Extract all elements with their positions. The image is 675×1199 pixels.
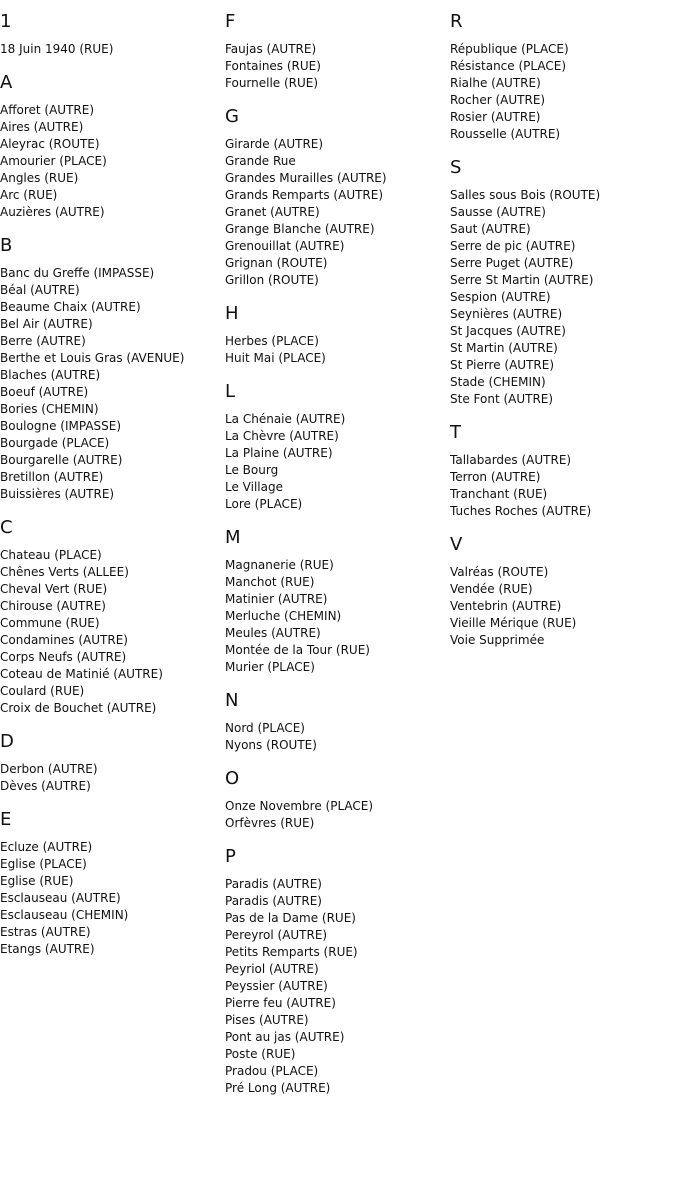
street-list-item[interactable]: Paradis (AUTRE) [225,894,322,908]
street-list-item[interactable]: Nyons (ROUTE) [225,738,317,752]
street-list-item[interactable]: Huit Mai (PLACE) [225,351,326,365]
street-list-item[interactable]: Stade (CHEMIN) [450,375,546,389]
street-list-item[interactable]: Condamines (AUTRE) [0,633,128,647]
street-list-item[interactable]: Eglise (RUE) [0,874,74,888]
street-list-item[interactable]: Manchot (RUE) [225,575,315,589]
street-list-item[interactable]: Cheval Vert (RUE) [0,582,108,596]
letter-group [450,0,675,146]
street-list-item[interactable]: Grands Remparts (AUTRE) [225,188,384,202]
street-list-item[interactable]: Grillon (ROUTE) [225,273,319,287]
letter-heading: S [450,157,462,178]
street-list-item[interactable]: Auzières (AUTRE) [0,205,105,219]
street-list-item[interactable]: Béal (AUTRE) [0,283,80,297]
street-index-column-3 [450,0,675,652]
letter-group [225,292,450,370]
street-list-item[interactable]: La Chèvre (AUTRE) [225,429,339,443]
street-list [0,33,225,61]
street-list-item[interactable]: Terron (AUTRE) [450,470,541,484]
letter-heading: T [450,422,461,443]
street-list [225,712,450,757]
street-list-item[interactable]: Commune (RUE) [0,616,100,630]
letter-heading: D [0,731,14,752]
street-list-item[interactable]: Merluche (CHEMIN) [225,609,342,623]
letter-heading: G [225,106,239,127]
street-list-item[interactable]: Chateau (PLACE) [0,548,102,562]
street-list-item[interactable]: Grange Blanche (AUTRE) [225,222,375,236]
street-list-item[interactable]: Fontaines (RUE) [225,59,321,73]
street-list-item[interactable]: Rousselle (AUTRE) [450,127,561,141]
street-list-item[interactable]: Rocher (AUTRE) [450,93,546,107]
street-index-column-1 [0,0,225,961]
street-list-item[interactable]: Tallabardes (AUTRE) [450,453,572,467]
street-list [225,128,450,292]
street-list-item[interactable]: Vendée (RUE) [450,582,533,596]
street-list-item[interactable]: Beaume Chaix (AUTRE) [0,300,141,314]
street-index-column-2 [225,0,450,1100]
letter-group [450,523,675,652]
street-list [225,403,450,516]
street-list-item[interactable]: Matinier (AUTRE) [225,592,328,606]
street-list [450,556,675,652]
street-list-item[interactable]: Aleyrac (ROUTE) [0,137,100,151]
letter-group [225,835,450,1100]
street-list-item[interactable]: Bretillon (AUTRE) [0,470,104,484]
street-list-item[interactable]: Boulogne (IMPASSE) [0,419,122,433]
street-list-item[interactable]: Serre St Martin (AUTRE) [450,273,594,287]
street-list-item[interactable]: Buissières (AUTRE) [0,487,115,501]
letter-group [0,798,225,961]
street-list-item[interactable]: Valréas (ROUTE) [450,565,549,579]
street-list-item[interactable]: Aires (AUTRE) [0,120,84,134]
street-list-item[interactable]: Sespion (AUTRE) [450,290,551,304]
street-list-item[interactable]: Sausse (AUTRE) [450,205,546,219]
street-list-item[interactable]: Coteau de Matinié (AUTRE) [0,667,163,681]
letter-group [225,370,450,516]
street-list [0,94,225,224]
street-list-item[interactable]: Croix de Bouchet (AUTRE) [0,701,157,715]
street-list-item[interactable]: Paradis (AUTRE) [225,877,322,891]
letter-heading: M [225,527,241,548]
letter-heading: H [225,303,239,324]
street-list-item[interactable]: Corps Neufs (AUTRE) [0,650,127,664]
street-list-item[interactable]: La Plaine (AUTRE) [225,446,333,460]
street-list-item[interactable]: République (PLACE) [450,42,569,56]
letter-heading: N [225,690,239,711]
street-list-item[interactable]: Pierre feu (AUTRE) [225,996,336,1010]
street-list-item[interactable]: Grandes Murailles (AUTRE) [225,171,387,185]
street-list-item[interactable]: Esclauseau (CHEMIN) [0,908,129,922]
street-list [0,257,225,506]
street-list-item[interactable]: Petits Remparts (RUE) [225,945,358,959]
street-list-item[interactable]: Etangs (AUTRE) [0,942,95,956]
street-list-item[interactable]: Rosier (AUTRE) [450,110,541,124]
street-list-item[interactable]: Bel Air (AUTRE) [0,317,93,331]
street-list-item[interactable]: Chênes Verts (ALLEE) [0,565,129,579]
street-list-item[interactable]: Pradou (PLACE) [225,1064,319,1078]
street-list-item[interactable]: Lore (PLACE) [225,497,303,511]
street-list [450,444,675,523]
street-list-item[interactable]: Peyriol (AUTRE) [225,962,319,976]
letter-group [450,146,675,411]
street-list [225,325,450,370]
letter-heading: P [225,846,236,867]
letter-group [225,516,450,679]
street-list [0,831,225,961]
street-list-item[interactable]: Rialhe (AUTRE) [450,76,541,90]
street-list-item[interactable]: Le Village [225,480,283,494]
street-list-item[interactable]: Berthe et Louis Gras (AVENUE) [0,351,185,365]
letter-group [450,411,675,523]
street-list-item[interactable]: Girarde (AUTRE) [225,137,324,151]
street-list-item[interactable]: Orfèvres (RUE) [225,816,315,830]
letter-group [0,506,225,720]
street-list-item[interactable]: Serre Puget (AUTRE) [450,256,574,270]
letter-group [225,679,450,757]
street-list-item[interactable]: Pereyrol (AUTRE) [225,928,328,942]
street-list-item[interactable]: Peyssier (AUTRE) [225,979,328,993]
street-list-item[interactable]: Pré Long (AUTRE) [225,1081,331,1095]
street-list-item[interactable]: Bories (CHEMIN) [0,402,99,416]
street-list-item[interactable]: Le Bourg [225,463,279,477]
letter-group [225,95,450,292]
street-list-item[interactable]: Murier (PLACE) [225,660,315,674]
street-list [0,539,225,720]
street-list-item[interactable]: Herbes (PLACE) [225,334,319,348]
street-list-item[interactable]: Ste Font (AUTRE) [450,392,554,406]
letter-heading: R [450,11,463,32]
street-list-item[interactable]: 18 Juin 1940 (RUE) [0,42,114,56]
street-list-item[interactable]: Coulard (RUE) [0,684,85,698]
street-list-item[interactable]: Fournelle (RUE) [225,76,319,90]
letter-group [225,0,450,95]
street-list-item[interactable]: Tuches Roches (AUTRE) [450,504,592,518]
letter-heading: L [225,381,236,402]
street-list-item[interactable]: Bourgarelle (AUTRE) [0,453,123,467]
street-list-item[interactable]: Boeuf (AUTRE) [0,385,89,399]
letter-heading: 1 [0,11,12,32]
street-list-item[interactable]: Estras (AUTRE) [0,925,91,939]
letter-heading: F [225,11,236,32]
street-list [0,753,225,798]
street-list-item[interactable]: Afforet (AUTRE) [0,103,94,117]
letter-heading: E [0,809,12,830]
street-list-item[interactable]: Derbon (AUTRE) [0,762,98,776]
street-list-item[interactable]: Nord (PLACE) [225,721,305,735]
street-list-item[interactable]: Pas de la Dame (RUE) [225,911,356,925]
street-list-item[interactable]: Grignan (ROUTE) [225,256,328,270]
street-list-item[interactable]: Résistance (PLACE) [450,59,566,73]
street-list-item[interactable]: Banc du Greffe (IMPASSE) [0,266,155,280]
street-list-item[interactable]: Montée de la Tour (RUE) [225,643,370,657]
street-list-item[interactable]: Blaches (AUTRE) [0,368,101,382]
street-list-item[interactable]: Poste (RUE) [225,1047,296,1061]
street-list-item[interactable]: Angles (RUE) [0,171,79,185]
letter-group [225,757,450,835]
street-list-item[interactable]: Esclauseau (AUTRE) [0,891,121,905]
street-list [225,790,450,835]
street-list [225,549,450,679]
street-list-item[interactable]: Arc (RUE) [0,188,58,202]
street-list-item[interactable]: Chirouse (AUTRE) [0,599,106,613]
street-list-item[interactable]: Bourgade (PLACE) [0,436,110,450]
street-list-item[interactable]: Amourier (PLACE) [0,154,107,168]
street-list-item[interactable]: Serre de pic (AUTRE) [450,239,576,253]
street-list-item[interactable]: Salles sous Bois (ROUTE) [450,188,601,202]
street-list-item[interactable]: Grenouillat (AUTRE) [225,239,345,253]
street-list-item[interactable]: St Martin (AUTRE) [450,341,558,355]
street-list-item[interactable]: Onze Novembre (PLACE) [225,799,374,813]
street-list-item[interactable]: Voie Supprimée [450,633,545,647]
letter-group [0,224,225,506]
letter-heading: A [0,72,13,93]
street-list-item[interactable]: Ventebrin (AUTRE) [450,599,562,613]
street-list-item[interactable]: Granet (AUTRE) [225,205,320,219]
street-list [450,179,675,411]
letter-heading: B [0,235,13,256]
letter-group [0,0,225,61]
letter-group [0,720,225,798]
letter-group [0,61,225,224]
street-list-item[interactable]: Grande Rue [225,154,296,168]
street-list [450,33,675,146]
street-list-item[interactable]: Eglise (PLACE) [0,857,87,871]
street-list-item[interactable]: Berre (AUTRE) [0,334,86,348]
street-list-item[interactable]: Magnanerie (RUE) [225,558,334,572]
street-list-item[interactable]: Tranchant (RUE) [450,487,548,501]
street-list-item[interactable]: La Chénaie (AUTRE) [225,412,346,426]
letter-heading: O [225,768,240,789]
street-list-item[interactable]: Vieille Mérique (RUE) [450,616,577,630]
street-list-item[interactable]: Faujas (AUTRE) [225,42,317,56]
street-list-item[interactable]: Dèves (AUTRE) [0,779,91,793]
letter-heading: V [450,534,463,555]
street-list-item[interactable]: St Jacques (AUTRE) [450,324,566,338]
street-list [225,868,450,1100]
street-list-item[interactable]: Pises (AUTRE) [225,1013,309,1027]
street-list-item[interactable]: Seynières (AUTRE) [450,307,563,321]
street-list-item[interactable]: St Pierre (AUTRE) [450,358,555,372]
street-list-item[interactable]: Ecluze (AUTRE) [0,840,93,854]
street-list [225,33,450,95]
street-list-item[interactable]: Pont au jas (AUTRE) [225,1030,345,1044]
letter-heading: C [0,517,13,538]
street-list-item[interactable]: Saut (AUTRE) [450,222,531,236]
street-list-item[interactable]: Meules (AUTRE) [225,626,321,640]
